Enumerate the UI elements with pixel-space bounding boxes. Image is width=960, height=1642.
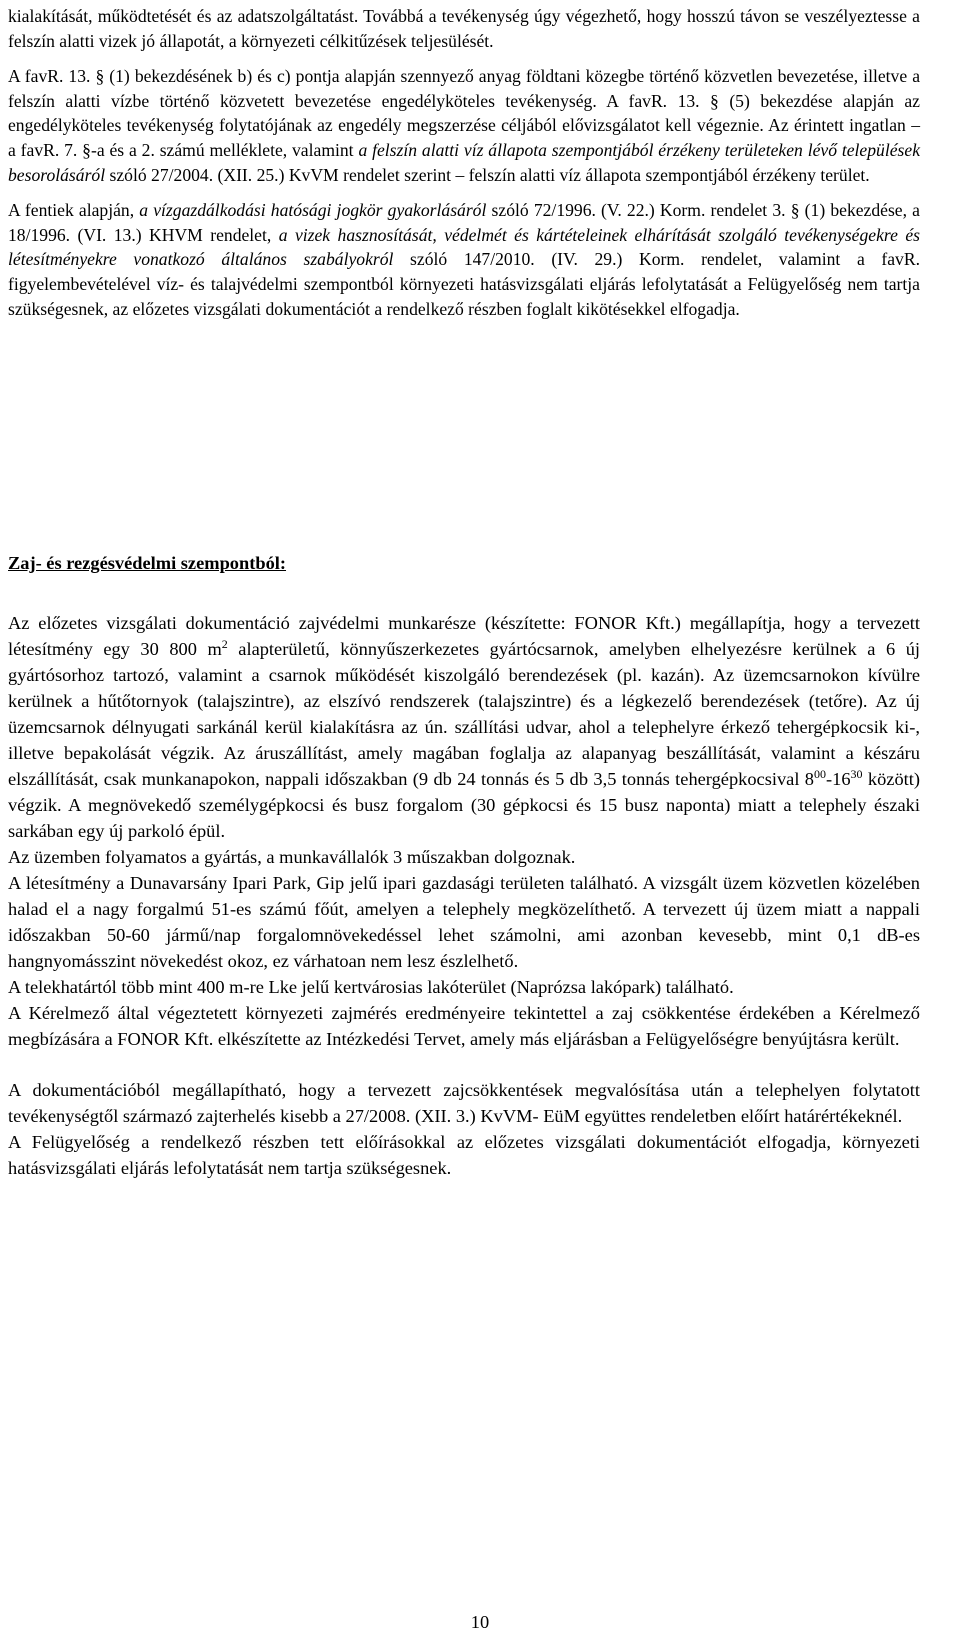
text-run: A fentiek alapján,: [8, 200, 140, 221]
text-run: szóló 147/2010. (IV. 29.) Korm. rendelet, valamint a favR. figyelembevételével víz- és talajvédelmi szempontból környezeti hatásvizsgálati eljárás lefolytatását a Felügyelőség nem tartja szükségesnek, az előzetes vizsgálati dokumentációt a rendelkező részben foglalt kikötésekkel elfogadja.: [8, 249, 920, 319]
text-run: szóló 27/2004. (XII. 25.) KvVM rendelet szerint – felszín alatti víz állapota szempontjából érzékeny terület.: [105, 164, 870, 185]
italic-title: a vizek hasznosítását, védelmét és kártételeinek elhárítását szolgáló tevékenységekre és létesítményekre vonatkozó általános szabályokról: [8, 224, 920, 270]
text-run: A favR. 13. § (1) bekezdésének b) és c) pontja alapján szennyező anyag földtani közegbe történő közvetlen bevezetése, illetve a felszín alatti vízbe történő közvetett bevezetése engedélyköteles tevékenység. A favR. 13. § (5) bekezdése alapján az engedélyköteles tevékenység folytatójának az engedély megszerzése céljából elővizsgálatot kell végeznie. Az érintett ingatlan – a favR. 7. §-a és a 2. számú melléklete, valamint: [8, 66, 920, 160]
paragraph-shifts: Az üzemben folyamatos a gyártás, a munkavállalók 3 műszakban dolgoznak.: [8, 847, 576, 867]
paragraph-residential: A telekhatártól több mint 400 m-re Lke jelű kertvárosias lakóterület (Naprózsa lakópark) található.: [8, 977, 734, 997]
paragraph-intro: kialakítását, működtetését és az adatszolgáltatást. Továbbá a tevékenység úgy végezhető, hogy hosszú távon se veszélyeztesse a felszín alatti vizek jó állapotát, a környezeti célkitűzések teljesülését.: [8, 6, 920, 51]
paragraph-noise-reduction: A dokumentációból megállapítható, hogy a tervezett zajcsökkentések megvalósítása után a telephelyen folytatott tevékenységtől származó zajterhelés kisebb a 27/2008. (XII. 3.) KvVM- EüM együttes rendeletben előírt határértékeknél.: [8, 1080, 920, 1126]
text-run: alapterületű, könnyűszerkezetes gyártócsarnok, amelyben elhelyezésre kerülnek a 6 új gyártósorhoz tartozó, valamint a csarnok működését kiszolgáló berendezések (pl. kazán). Az üzemcsarnokon kívülre kerülnek a hűtőtornyok (talajszintre), az elszívó rendszerek (talajszintre) és a légkezelő berendezések (tetőre). Az új üzemcsarnok délnyugati sarkánál kerül kialakításra az ún. szállítási udvar, ahol a telephelyre érkező tehergépkocsik ki-, illetve bepakolását végzik. Az áruszállítást, amely magában foglalja az alapanyag beszállítását, valamint a készáru elszállítását, csak munkanapokon, nappali időszakban (9 db 24 tonnás és 5 db 3,5 tonnás tehergépkocsival 8: [8, 639, 920, 789]
text-run: szóló 72/1996. (V. 22.) Korm. rendelet 3. § (1) bekezdése, a 18/1996. (VI. 13.) KHVM rendelet,: [8, 200, 920, 245]
paragraph-conclusion-noise: A Felügyelőség a rendelkező részben tett előírásokkal az előzetes vizsgálati dokumentációt elfogadja, környezeti hatásvizsgálati eljárás lefolytatását nem tartja szükségesnek.: [8, 1132, 920, 1178]
superscript: 2: [221, 637, 228, 651]
text-run: között) végzik. A megnövekedő személygépkocsi és busz forgalom (30 gépkocsi és 15 busz naponta) miatt a telephely északi sarkában egy új parkoló épül.: [8, 769, 920, 841]
water-protection-section: [8, 4, 920, 321]
paragraph-measurement: A Kérelmező által végeztetett környezeti zajmérés eredményeire tekintettel a zaj csökkentése érdekében a Kérelmező megbízására a FONOR Kft. elkészítette az Intézkedési Tervet, amely más eljárásban a Felügyelőségre benyújtásra került.: [8, 1003, 920, 1049]
section-heading-wrap: [8, 550, 286, 576]
text-run: Az előzetes vizsgálati dokumentáció zajvédelmi munkarésze (készítette: FONOR Kft.) megállapítja, hogy a tervezett létesítmény egy 30 800 m: [8, 613, 920, 659]
page-number: 10: [470, 1612, 490, 1632]
italic-title: a vízgazdálkodási hatósági jogkör gyakorlásáról: [139, 200, 487, 221]
paragraph-location: A létesítmény a Dunavarsány Ipari Park, Gip jelű ipari gazdasági területen található. A vizsgált üzem közvetlen közelében halad el a nagy forgalmú 51-es számú főút, amelyen a telephely megközelíthető. A tervezett új üzem miatt a nappali időszakban 50-60 jármű/nap forgalomnövekedéssel lehet számolni, ami azonban kevesebb, mint 0,1 dB-es hangnyomásszint növekedést okoz, ez várhatoan nem lesz észlelhető.: [8, 873, 920, 971]
text-run: -16: [826, 769, 851, 789]
section-heading: Zaj- és rezgésvédelmi szempontból:: [8, 553, 287, 573]
superscript: 00: [814, 767, 826, 781]
paragraph-favr-13: [8, 64, 920, 187]
paragraph-noise-study: [8, 610, 920, 844]
superscript: 30: [850, 767, 863, 781]
paragraph-conclusion-water: [8, 198, 920, 321]
italic-title: a felszín alatti víz állapota szempontjából érzékeny területeken lévő települések besorolásáról: [8, 139, 920, 185]
noise-protection-section: [8, 610, 920, 1181]
